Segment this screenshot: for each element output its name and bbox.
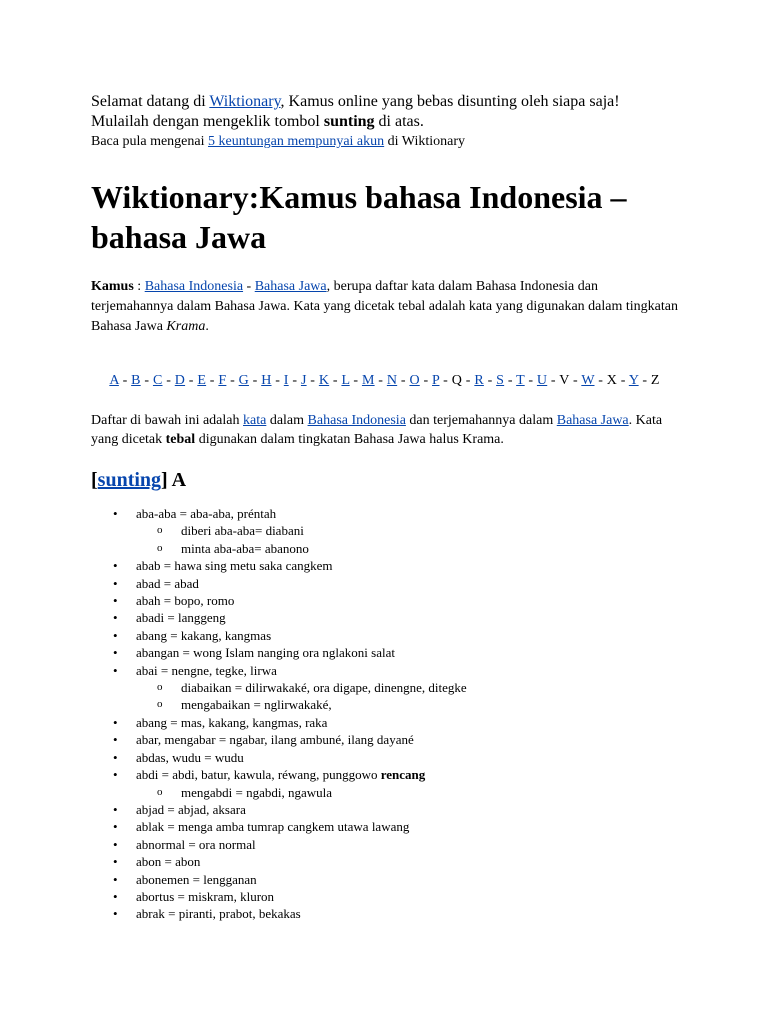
sub-entry-list bbox=[136, 784, 678, 801]
entry-text: abang = kakang, kangmas bbox=[136, 627, 272, 643]
info-text: dalam bbox=[266, 413, 308, 428]
entry-text: abortus = miskram, kluron bbox=[136, 888, 275, 904]
entry-text: abdas, wudu = wudu bbox=[136, 749, 244, 765]
edit-hint-end: di atas. bbox=[374, 113, 424, 130]
welcome-line bbox=[91, 92, 678, 112]
description-end: . bbox=[205, 319, 209, 334]
alphabet-separator: - bbox=[248, 373, 262, 388]
description-text: , berupa daftar kata dalam Bahasa Indonesia dan terjemahannya dalam Bahasa Jawa. Kata yang dicetak tebal adalah kata yang digunakan dalam tingkatan Bahasa Jawa bbox=[91, 279, 678, 334]
alphabet-letter-x: X bbox=[606, 373, 618, 388]
alphabet-letter-p[interactable]: P bbox=[432, 373, 440, 388]
alphabet-separator: - bbox=[569, 373, 582, 388]
entry-text: aba-aba = aba-aba, préntah bbox=[136, 506, 277, 521]
welcome-notice bbox=[91, 92, 678, 132]
wiktionary-link[interactable]: Wiktionary bbox=[209, 93, 281, 110]
alphabet-letter-z: Z bbox=[650, 373, 660, 388]
entry-text: abon = abon bbox=[136, 854, 201, 870]
sub-list-item: o diabaikan = dilirwakaké, ora digape, dinengne, ditegke bbox=[136, 679, 678, 696]
alphabet-letter-k[interactable]: K bbox=[318, 373, 330, 388]
bahasa-jawa-link[interactable]: Bahasa Jawa bbox=[254, 279, 327, 294]
alphabet-separator: - bbox=[306, 373, 319, 388]
entry-text: abnormal = ora normal bbox=[136, 836, 256, 852]
entry-text: abab = hawa sing metu saka cangkem bbox=[136, 558, 333, 574]
alphabet-letter-m[interactable]: M bbox=[361, 373, 375, 388]
bahasa-indonesia-link[interactable]: Bahasa Indonesia bbox=[307, 413, 406, 428]
edit-hint-line bbox=[91, 112, 678, 132]
section-letter: A bbox=[171, 469, 187, 491]
account-hint-end: di Wiktionary bbox=[384, 134, 465, 149]
section-heading-a bbox=[91, 467, 678, 493]
list-item bbox=[91, 575, 678, 592]
list-item bbox=[91, 557, 678, 574]
info-text: . Kata yang dicetak bbox=[91, 413, 663, 447]
alphabet-separator: - bbox=[594, 373, 607, 388]
description-bold: Kamus bbox=[91, 279, 134, 294]
alphabet-separator: - bbox=[547, 373, 560, 388]
alphabet-separator: - bbox=[374, 373, 387, 388]
alphabet-separator: - bbox=[349, 373, 362, 388]
account-hint-text: Baca pula mengenai bbox=[91, 134, 209, 149]
alphabet-separator: - bbox=[185, 373, 198, 388]
entry-list bbox=[91, 505, 678, 923]
list-item bbox=[91, 592, 678, 609]
kata-link[interactable]: kata bbox=[243, 413, 267, 428]
alphabet-letter-o[interactable]: O bbox=[409, 373, 420, 388]
account-benefits-link[interactable]: 5 keuntungan mempunyai akun bbox=[208, 134, 385, 149]
alphabet-index bbox=[91, 371, 678, 391]
alphabet-separator: - bbox=[524, 373, 537, 388]
alphabet-letter-g[interactable]: G bbox=[238, 373, 249, 388]
alphabet-letter-c[interactable]: C bbox=[152, 373, 163, 388]
sub-list-item: o diberi aba-aba= diabani bbox=[136, 522, 678, 539]
page-title: Wiktionary:Kamus bahasa Indonesia – bahasa Jawa bbox=[91, 179, 627, 255]
list-item bbox=[91, 749, 678, 766]
list-info bbox=[91, 411, 678, 449]
alphabet-separator: - bbox=[617, 373, 629, 388]
alphabet-letter-w[interactable]: W bbox=[581, 373, 595, 388]
list-item bbox=[91, 714, 678, 731]
alphabet-letter-i[interactable]: I bbox=[283, 373, 289, 388]
bracket-open: [ bbox=[91, 469, 98, 491]
alphabet-letter-a[interactable]: A bbox=[109, 373, 119, 388]
alphabet-separator: - bbox=[118, 373, 132, 388]
welcome-text: Selamat datang di bbox=[91, 93, 210, 110]
entry-text: abai = nengne, tegke, lirwa bbox=[136, 662, 277, 678]
description-sep: : bbox=[133, 279, 145, 294]
list-item bbox=[91, 609, 678, 626]
alphabet-separator: - bbox=[271, 373, 284, 388]
list-item bbox=[91, 801, 678, 818]
alphabet-letter-d[interactable]: D bbox=[174, 373, 186, 388]
description-dash: - bbox=[243, 279, 255, 294]
alphabet-separator: - bbox=[462, 373, 475, 388]
alphabet-letter-u[interactable]: U bbox=[536, 373, 548, 388]
entry-text: abadi = langgeng bbox=[136, 610, 226, 626]
alphabet-letter-h[interactable]: H bbox=[261, 373, 272, 388]
alphabet-separator: - bbox=[419, 373, 433, 388]
entry-text: abar, mengabar = ngabar, ilang ambuné, ilang dayané bbox=[136, 732, 414, 748]
alphabet-separator: - bbox=[162, 373, 175, 388]
info-bold: tebal bbox=[165, 432, 196, 447]
entry-text: abah = bopo, romo bbox=[136, 593, 235, 609]
entry-text: abangan = wong Islam nanging ora nglakoni salat bbox=[136, 645, 395, 661]
alphabet-letter-l[interactable]: L bbox=[341, 373, 350, 388]
alphabet-separator: - bbox=[288, 373, 301, 388]
description bbox=[91, 277, 678, 337]
alphabet-letter-b[interactable]: B bbox=[131, 373, 141, 388]
list-item bbox=[91, 853, 678, 870]
alphabet-separator: - bbox=[206, 373, 219, 388]
account-hint-line bbox=[91, 133, 678, 151]
info-text: Daftar di bawah ini adalah bbox=[91, 413, 243, 428]
list-item bbox=[91, 766, 678, 801]
alphabet-letter-j[interactable]: J bbox=[300, 373, 307, 388]
list-item bbox=[91, 662, 678, 714]
entry-text: abang = mas, kakang, kangmas, raka bbox=[136, 714, 328, 730]
list-item bbox=[91, 818, 678, 835]
alphabet-separator: - bbox=[439, 373, 452, 388]
entry-text: ablak = menga amba tumrap cangkem utawa lawang bbox=[136, 819, 410, 835]
list-item bbox=[91, 905, 678, 922]
alphabet-separator: - bbox=[226, 373, 239, 388]
alphabet-letter-y[interactable]: Y bbox=[628, 373, 639, 388]
alphabet-separator: - bbox=[504, 373, 517, 388]
entry-text: abad = abad bbox=[136, 575, 199, 591]
alphabet-separator: - bbox=[140, 373, 153, 388]
sub-entry-list bbox=[136, 679, 678, 714]
alphabet-letter-n[interactable]: N bbox=[386, 373, 398, 388]
edit-hint-bold: sunting bbox=[323, 113, 375, 130]
list-item bbox=[91, 644, 678, 661]
list-item bbox=[91, 505, 678, 557]
list-item bbox=[91, 627, 678, 644]
alphabet-letter-s[interactable]: S bbox=[496, 373, 505, 388]
entry-text: abrak = piranti, prabot, bekakas bbox=[136, 906, 301, 922]
alphabet-separator: - bbox=[483, 373, 497, 388]
edit-hint-text: Mulailah dengan mengeklik tombol bbox=[91, 113, 324, 130]
description-italic: Krama bbox=[166, 319, 206, 334]
entry-krama-bold: rencang bbox=[380, 767, 426, 783]
sub-list-item: o mengabaikan = nglirwakaké, bbox=[136, 696, 678, 713]
alphabet-letter-r[interactable]: R bbox=[474, 373, 484, 388]
alphabet-letter-q: Q bbox=[451, 373, 463, 388]
welcome-text-end: , Kamus online yang bebas disunting oleh siapa saja! bbox=[280, 93, 620, 110]
entry-text: abdi = abdi, batur, kawula, réwang, punggowo bbox=[136, 767, 381, 783]
list-item bbox=[91, 888, 678, 905]
sub-entry-list bbox=[136, 522, 678, 557]
info-text: digunakan dalam tingkatan Bahasa Jawa halus Krama. bbox=[195, 432, 504, 447]
bahasa-indonesia-link[interactable]: Bahasa Indonesia bbox=[144, 279, 244, 294]
sub-list-item: o minta aba-aba= abanono bbox=[136, 540, 678, 557]
info-text: dan terjemahannya dalam bbox=[405, 413, 557, 428]
alphabet-letter-t[interactable]: T bbox=[516, 373, 525, 388]
sub-list-item: o mengabdi = ngabdi, ngawula bbox=[136, 784, 678, 801]
alphabet-separator: - bbox=[329, 373, 342, 388]
entry-text: abjad = abjad, aksara bbox=[136, 801, 246, 817]
section-edit-link[interactable]: sunting bbox=[97, 469, 162, 491]
alphabet-letter-f[interactable]: F bbox=[218, 373, 227, 388]
list-item bbox=[91, 836, 678, 853]
entry-text: abonemen = lengganan bbox=[136, 871, 257, 887]
bracket-close: ] bbox=[161, 469, 172, 491]
alphabet-letter-v: V bbox=[559, 373, 570, 388]
list-item bbox=[91, 871, 678, 888]
alphabet-letter-e[interactable]: E bbox=[197, 373, 207, 388]
bahasa-jawa-link[interactable]: Bahasa Jawa bbox=[556, 413, 629, 428]
alphabet-separator: - bbox=[397, 373, 410, 388]
alphabet-separator: - bbox=[638, 373, 651, 388]
list-item bbox=[91, 731, 678, 748]
